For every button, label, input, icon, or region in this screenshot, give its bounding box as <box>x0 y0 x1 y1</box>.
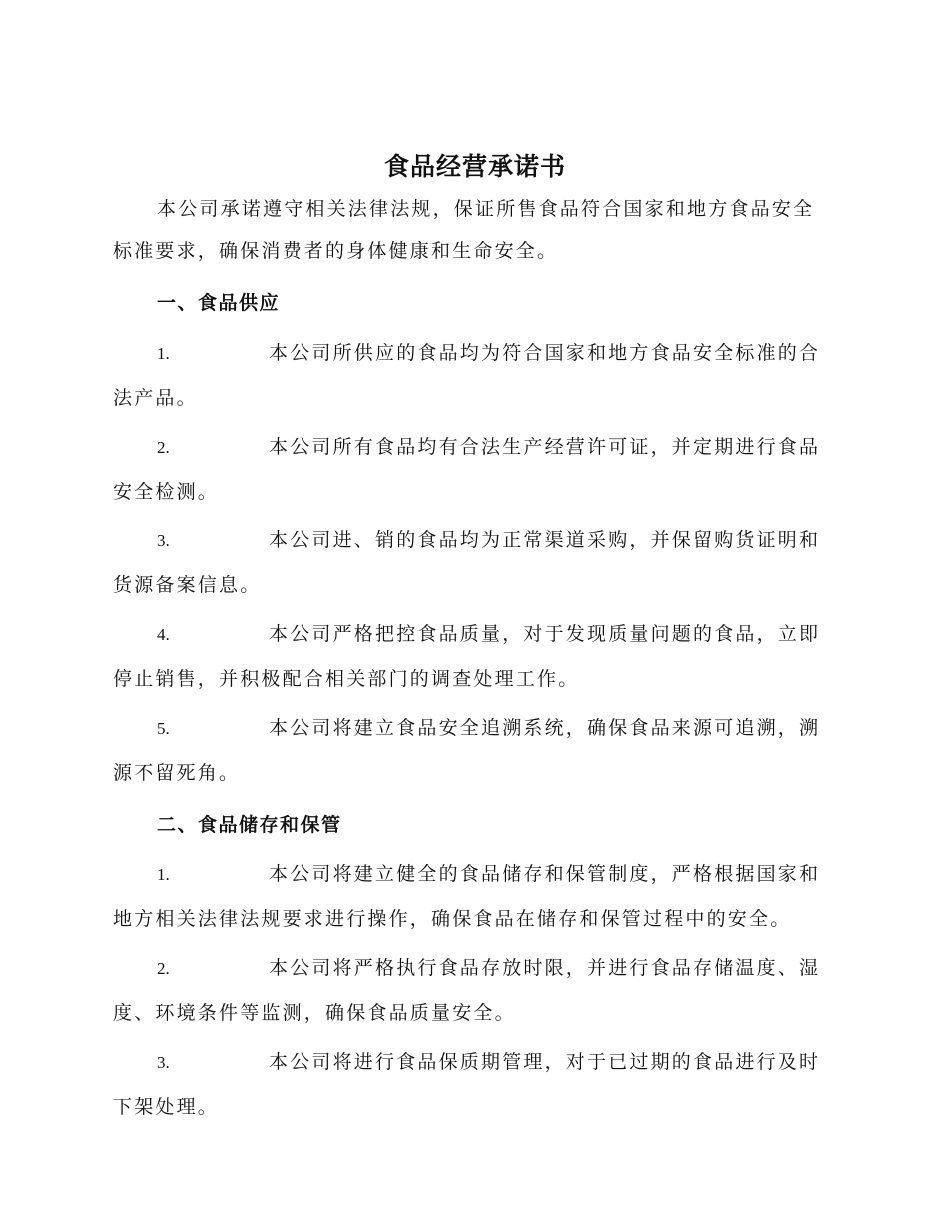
item-number: 1. <box>157 865 170 884</box>
item-text: 本公司将进行食品保质期管理，对于已过期的食品进行及时下架处理。 <box>113 1051 821 1118</box>
section-heading-supply: 一、食品供应 <box>157 292 281 314</box>
item-number: 4. <box>157 625 170 644</box>
list-item <box>113 518 833 607</box>
item-text: 本公司将建立健全的食品储存和保管制度，严格根据国家和地方相关法律法规要求进行操作，确保食品在储存和保管过程中的安全。 <box>113 863 821 930</box>
list-item <box>113 852 833 941</box>
list-item <box>113 331 833 420</box>
item-number: 1. <box>157 344 170 363</box>
section-heading-storage: 二、食品储存和保管 <box>157 814 342 836</box>
document-title: 食品经营承诺书 <box>383 152 566 181</box>
item-text: 本公司将建立食品安全追溯系统，确保食品来源可追溯，溯源不留死角。 <box>113 717 821 784</box>
item-number: 2. <box>157 959 170 978</box>
intro-paragraph: 本公司承诺遵守相关法律法规，保证所售食品符合国家和地方食品安全标准要求，确保消费者的身体健康和生命安全。 <box>113 198 815 262</box>
item-number: 3. <box>157 1053 170 1072</box>
list-item <box>113 425 833 514</box>
item-text: 本公司所有食品均有合法生产经营许可证，并定期进行食品安全检测。 <box>113 436 821 503</box>
item-number: 2. <box>157 438 170 457</box>
list-item <box>113 706 833 795</box>
item-text: 本公司严格把控食品质量，对于发现质量问题的食品，立即停止销售，并积极配合相关部门的调查处理工作。 <box>113 623 821 690</box>
item-text: 本公司将严格执行食品存放时限，并进行食品存储温度、湿度、环境条件等监测，确保食品质量安全。 <box>113 957 821 1024</box>
item-text: 本公司进、销的食品均为正常渠道采购，并保留购货证明和货源备案信息。 <box>113 529 821 596</box>
list-item <box>113 1040 833 1129</box>
item-text: 本公司所供应的食品均为符合国家和地方食品安全标准的合法产品。 <box>113 342 821 409</box>
item-number: 3. <box>157 531 170 550</box>
list-item <box>113 946 833 1035</box>
list-item <box>113 612 833 701</box>
item-number: 5. <box>157 719 170 738</box>
